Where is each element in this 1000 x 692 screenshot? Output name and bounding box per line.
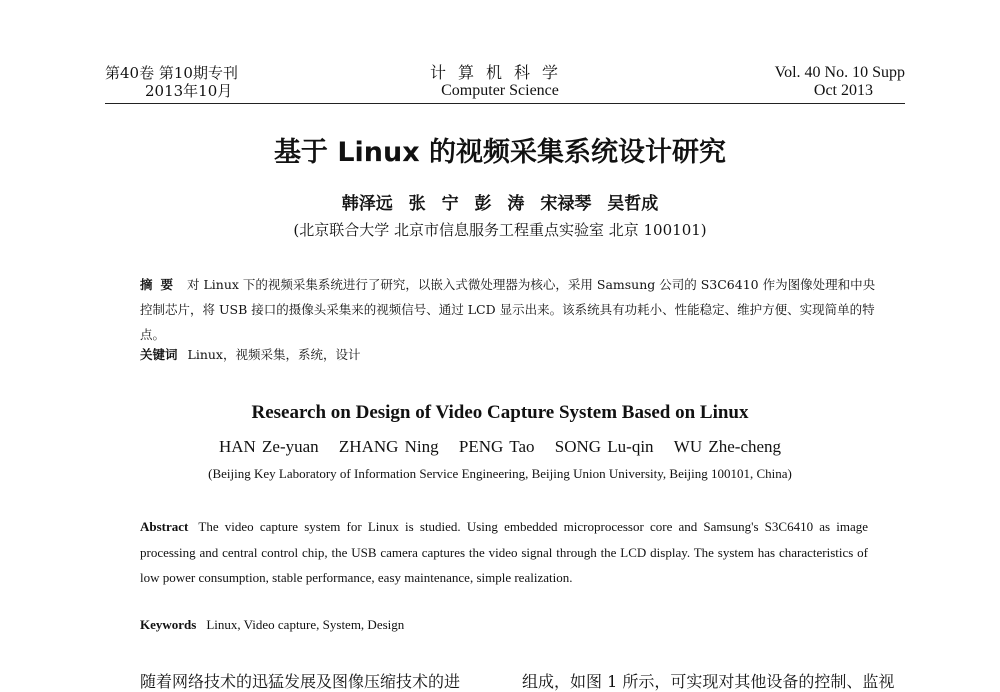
abstract-cn-label: 摘要: [140, 277, 182, 292]
author-en: WU Zhe-cheng: [673, 437, 782, 456]
authors-cn: 韩泽远 张 宁 彭 涛 宋禄琴 吴哲成: [341, 194, 659, 214]
author-en: SONG Lu-qin: [554, 437, 654, 456]
keywords-cn-label: 关键词: [140, 347, 178, 362]
author-en: PENG Tao: [458, 437, 535, 456]
authors-en: [0, 437, 1000, 457]
header-rule: [105, 103, 905, 104]
volume-date: Oct 2013: [813, 82, 873, 99]
keywords-cn: [140, 345, 360, 363]
author-en: HAN Ze-yuan: [218, 437, 319, 456]
abstract-en: [140, 514, 868, 591]
volume-info: [775, 64, 905, 100]
issue-date: 2013年10月: [145, 82, 233, 100]
paper-title-cn: 基于 Linux 的视频采集系统设计研究: [273, 137, 727, 168]
author-en: ZHANG Ning: [338, 437, 439, 456]
abstract-en-text: The video capture system for Linux is studied. Using embedded microprocessor core and Samsung's S3C6410 as image processing and central control chip, the USB camera captures the video signal through the LCD display. The system has characteristics of low power consumption, stable performance, easy maintenance, simple realization.: [140, 519, 868, 585]
keywords-en-text: Linux, Video capture, System, Design: [206, 617, 405, 632]
issue-volume: 第40卷 第10期专刊: [105, 64, 238, 82]
keywords-en: [140, 617, 404, 633]
body-text-left: 随着网络技术的迅猛发展及图像压缩技术的进: [140, 672, 461, 691]
paper-title-en: Research on Design of Video Capture System Based on Linux: [251, 402, 749, 423]
keywords-en-label: Keywords: [140, 617, 197, 632]
abstract-cn: [140, 272, 880, 347]
journal-name-cn: 计算机科学: [429, 63, 570, 82]
volume-number: Vol. 40 No. 10 Supp: [774, 64, 905, 81]
body-text-right: 组成，如图 1 所示，可实现对其他设备的控制、监视: [522, 672, 895, 691]
affiliation-en: (Beijing Key Laboratory of Information Service Engineering, Beijing Union University, Beijing 100101, China): [208, 466, 792, 481]
affiliation-cn: (北京联合大学 北京市信息服务工程重点实验室 北京 100101): [293, 221, 707, 239]
abstract-cn-text: 对 Linux 下的视频采集系统进行了研究，以嵌入式微处理器为核心，采用 Samsung 公司的 S3C6410 作为图像处理和中央控制芯片，将 USB 接口的摄像头采集来的视频信号、通过 LCD 显示出来。该系统具有功耗小、性能稳定、维护方便、实现简单的特点。: [140, 277, 876, 342]
keywords-cn-text: Linux，视频采集，系统，设计: [187, 347, 361, 362]
journal-name-en: Computer Science: [441, 82, 559, 99]
abstract-en-label: Abstract: [140, 519, 189, 534]
